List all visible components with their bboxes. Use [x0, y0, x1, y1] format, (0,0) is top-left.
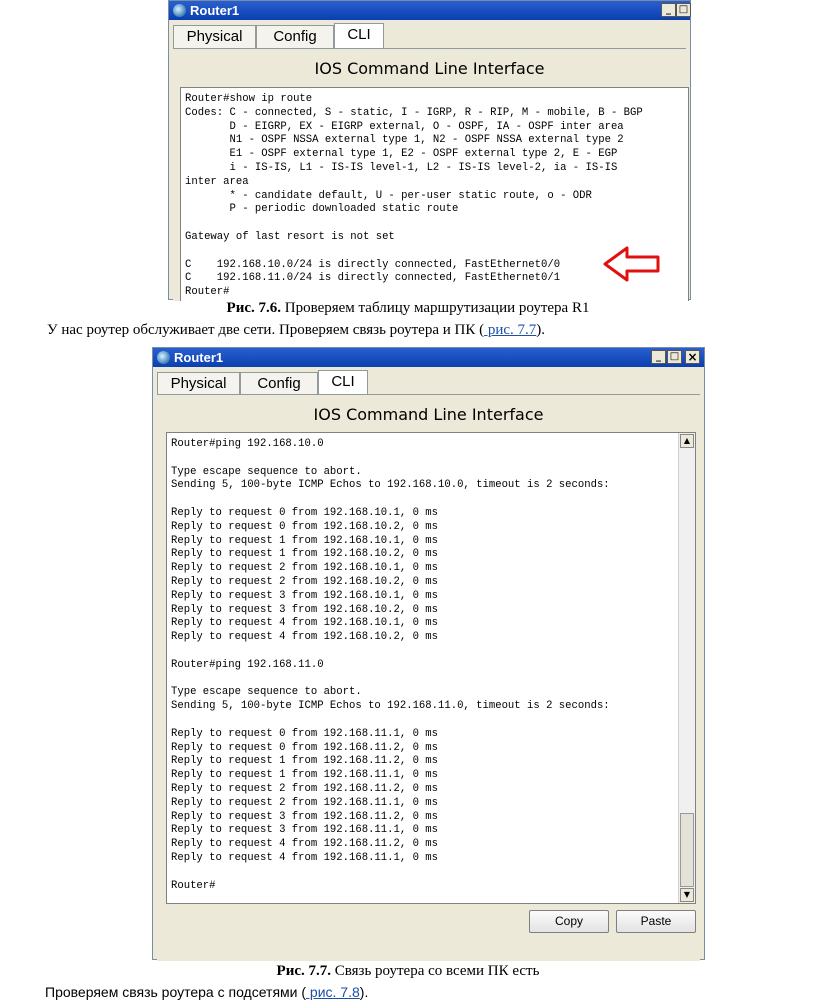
- cli-line: C 192.168.11.0/24 is directly connected, FastEthernet0/1: [185, 272, 561, 285]
- caption-label: Рис. 7.7.: [276, 963, 331, 979]
- cli-output: [171, 438, 610, 893]
- cli-line: E1 - OSPF external type 1, E2 - OSPF external type 2, E - EGP: [185, 148, 618, 161]
- cli-line: Reply to request 4 from 192.168.10.1, 0 ms: [171, 617, 439, 630]
- window-title: Router1: [174, 350, 224, 365]
- cli-line: D - EIGRP, EX - EIGRP external, O - OSPF, IA - OSPF inter area: [185, 120, 624, 133]
- cli-panel: [157, 394, 700, 961]
- cli-line: Reply to request 3 from 192.168.11.1, 0 ms: [171, 824, 439, 837]
- cli-line: Type escape sequence to abort.: [171, 686, 362, 699]
- ios-cli-header: IOS Command Line Interface: [313, 405, 544, 424]
- cli-line: Reply to request 0 from 192.168.11.1, 0 ms: [171, 727, 439, 740]
- tab-config[interactable]: Config: [240, 372, 318, 395]
- caption-text: Проверяем таблицу маршрутизации роутера R1: [281, 300, 590, 316]
- window-title: Router1: [190, 3, 240, 18]
- cli-line: Reply to request 3 from 192.168.11.2, 0 ms: [171, 810, 439, 823]
- cli-panel: [173, 48, 686, 301]
- router-window-2: [152, 347, 705, 960]
- paragraph-text: Проверяем связь роутера с подсетями (: [45, 984, 307, 1000]
- cli-line: [171, 714, 610, 728]
- cli-line: Reply to request 0 from 192.168.11.2, 0 ms: [171, 741, 439, 754]
- caption-text: Связь роутера со всеми ПК есть: [331, 963, 540, 979]
- title-bar[interactable]: [169, 1, 690, 20]
- cli-line: Reply to request 1 from 192.168.11.1, 0 ms: [171, 769, 439, 782]
- cli-line: Reply to request 2 from 192.168.10.1, 0 ms: [171, 562, 439, 575]
- cli-line: Router#: [171, 879, 216, 892]
- figure-caption-7-6: [0, 300, 816, 317]
- ios-cli-header: IOS Command Line Interface: [314, 59, 545, 78]
- paragraph-text: У нас роутер обслуживает две сети. Проверяем связь роутера и ПК (: [47, 322, 485, 338]
- cli-line: [171, 452, 610, 466]
- cli-line: Router#: [185, 286, 230, 299]
- figure-caption-7-7: [0, 963, 816, 980]
- cli-line: Reply to request 4 from 192.168.11.2, 0 ms: [171, 838, 439, 851]
- cli-line: Reply to request 1 from 192.168.10.2, 0 ms: [171, 548, 439, 561]
- cli-line: inter area: [185, 175, 249, 188]
- minimize-button[interactable]: _: [651, 350, 666, 364]
- vertical-scrollbar[interactable]: [678, 433, 695, 903]
- title-bar[interactable]: [153, 348, 704, 367]
- paragraph-end: ).: [359, 984, 369, 1000]
- caption-label: Рис. 7.6.: [226, 300, 282, 316]
- router-icon: [173, 4, 186, 17]
- scrollbar-thumb[interactable]: [680, 813, 694, 887]
- cli-line: Reply to request 0 from 192.168.10.2, 0 ms: [171, 520, 439, 533]
- maximize-button[interactable]: □: [676, 3, 691, 17]
- cli-line: Sending 5, 100-byte ICMP Echos to 192.168.11.0, timeout is 2 seconds:: [171, 700, 610, 713]
- cli-terminal[interactable]: [180, 87, 689, 301]
- cli-terminal[interactable]: [166, 432, 696, 904]
- cli-line: [171, 866, 610, 880]
- cli-line: Reply to request 1 from 192.168.11.2, 0 ms: [171, 755, 439, 768]
- cli-line: Reply to request 3 from 192.168.10.1, 0 ms: [171, 589, 439, 602]
- cli-line: Router#show ip route: [185, 93, 313, 105]
- cli-line: Reply to request 1 from 192.168.10.1, 0 ms: [171, 534, 439, 547]
- figure-link-7-8[interactable]: рис. 7.8: [306, 984, 360, 1000]
- tab-config[interactable]: Config: [256, 25, 334, 48]
- cli-output: [185, 93, 643, 300]
- close-button[interactable]: ×: [685, 350, 700, 364]
- maximize-button[interactable]: □: [667, 350, 682, 364]
- paste-button[interactable]: Paste: [616, 910, 696, 933]
- cli-line: [171, 673, 610, 687]
- cli-line: Reply to request 2 from 192.168.10.2, 0 ms: [171, 575, 439, 588]
- cli-line: Reply to request 0 from 192.168.10.1, 0 ms: [171, 506, 439, 519]
- cli-line: [171, 645, 610, 659]
- cli-line: P - periodic downloaded static route: [185, 203, 459, 216]
- tab-physical[interactable]: Physical: [157, 372, 240, 395]
- cli-line: Reply to request 2 from 192.168.11.1, 0 ms: [171, 796, 439, 809]
- scroll-up-arrow-icon[interactable]: ▲: [680, 434, 694, 448]
- paragraph-2: [45, 984, 368, 1000]
- cli-line: Gateway of last resort is not set: [185, 230, 395, 243]
- cli-line: Reply to request 3 from 192.168.10.2, 0 ms: [171, 603, 439, 616]
- tab-cli[interactable]: CLI: [318, 370, 368, 395]
- cli-line: i - IS-IS, L1 - IS-IS level-1, L2 - IS-IS level-2, ia - IS-IS: [185, 161, 618, 174]
- cli-line: [185, 217, 643, 231]
- cli-line: Type escape sequence to abort.: [171, 465, 362, 478]
- cli-line: Router#ping 192.168.11.0: [171, 658, 324, 671]
- red-arrow-icon: [603, 246, 661, 282]
- copy-button[interactable]: Copy: [529, 910, 609, 933]
- scroll-down-arrow-icon[interactable]: ▼: [680, 888, 694, 902]
- cli-line: N1 - OSPF NSSA external type 1, N2 - OSPF NSSA external type 2: [185, 134, 624, 147]
- tab-physical[interactable]: Physical: [173, 25, 256, 48]
- cli-line: [185, 245, 643, 259]
- minimize-button[interactable]: _: [661, 3, 676, 17]
- cli-line: Reply to request 4 from 192.168.10.2, 0 ms: [171, 631, 439, 644]
- cli-line: C 192.168.10.0/24 is directly connected, FastEthernet0/0: [185, 258, 561, 271]
- cli-line: Reply to request 4 from 192.168.11.1, 0 ms: [171, 851, 439, 864]
- paragraph-end: ).: [536, 322, 546, 338]
- cli-line: [171, 493, 610, 507]
- cli-line: Reply to request 2 from 192.168.11.2, 0 ms: [171, 782, 439, 795]
- tab-cli[interactable]: CLI: [334, 23, 384, 48]
- cli-line: Codes: C - connected, S - static, I - IGRP, R - RIP, M - mobile, B - BGP: [185, 106, 643, 119]
- cli-line: Sending 5, 100-byte ICMP Echos to 192.168.10.0, timeout is 2 seconds:: [171, 479, 610, 492]
- router-window-1: [168, 0, 691, 300]
- router-icon: [157, 351, 170, 364]
- cli-line: * - candidate default, U - per-user static route, o - ODR: [185, 189, 592, 202]
- paragraph-1: [47, 322, 545, 339]
- cli-line: Router#ping 192.168.10.0: [171, 438, 324, 450]
- figure-link-7-7[interactable]: рис. 7.7: [484, 322, 537, 338]
